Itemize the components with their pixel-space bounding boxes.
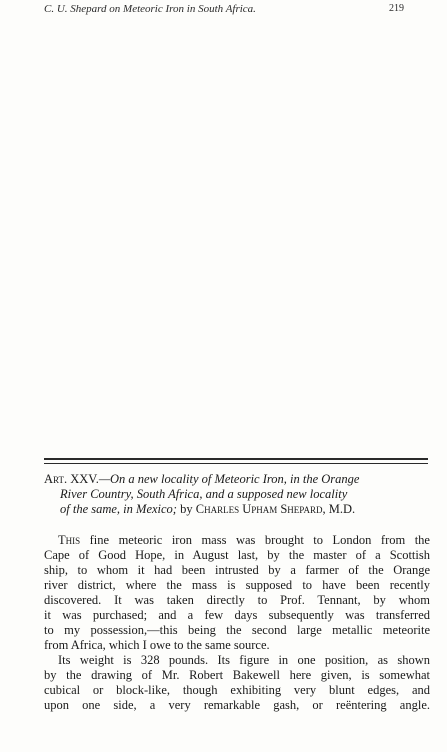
paragraph-line: it was purchased; and a few days subsequently was transferred — [44, 608, 430, 622]
author-suffix: M.D. — [328, 502, 356, 516]
paragraph-line: cubical or block-like, though exhibiting very blunt edges, and — [44, 683, 430, 697]
paragraph-line: Its weight is 328 pounds. Its figure in one position, as shown — [58, 653, 430, 667]
paragraph-line: discovered. It was taken directly to Prof. Tennant, by whom — [44, 593, 430, 607]
article-title-line-3: of the same, in Mexico; — [60, 502, 177, 516]
paragraph-1 — [44, 533, 430, 653]
article-title-line-1: —On a new locality of Meteoric Iron, in the Orange — [98, 472, 360, 486]
article-heading-line-3 — [44, 502, 430, 517]
article-heading — [44, 472, 430, 517]
paragraph-line: upon one side, a very remarkable gash, or reëntering angle. — [44, 698, 430, 712]
paragraph-line: This fine meteoric iron mass was brought to London from the — [58, 533, 430, 547]
paragraph-line: by the drawing of Mr. Robert Bakewell here given, is somewhat — [44, 668, 430, 682]
author-prefix: by — [180, 502, 193, 516]
paragraph-lead-word: This — [58, 533, 81, 547]
article-label: Art. — [44, 472, 68, 486]
paragraph-line: from Africa, which I owe to the same source. — [44, 638, 270, 652]
article-body — [44, 533, 430, 713]
running-head-title: C. U. Shepard on Meteoric Iron in South Africa. — [44, 3, 256, 15]
article-title-line-2: River Country, South Africa, and a supposed new locality — [60, 487, 348, 501]
section-rule-thick — [44, 458, 428, 460]
article-number: XXV. — [70, 472, 99, 486]
paragraph-line: ship, to whom it had been intrusted by a farmer of the Orange — [44, 563, 430, 577]
article-heading-line-2 — [44, 487, 430, 502]
author-name: Charles Upham Shepard, — [195, 502, 326, 516]
paragraph-line: river district, where the mass is supposed to have been recently — [44, 578, 430, 592]
article-heading-line-1 — [44, 472, 430, 487]
paragraph-line: Cape of Good Hope, in August last, by the master of a Scottish — [44, 548, 430, 562]
section-rule-thin — [44, 463, 428, 464]
page-number: 219 — [389, 3, 404, 14]
running-head — [44, 3, 424, 15]
paragraph-2 — [44, 653, 430, 713]
paragraph-line: to my possession,—this being the second large metallic meteorite — [44, 623, 430, 637]
